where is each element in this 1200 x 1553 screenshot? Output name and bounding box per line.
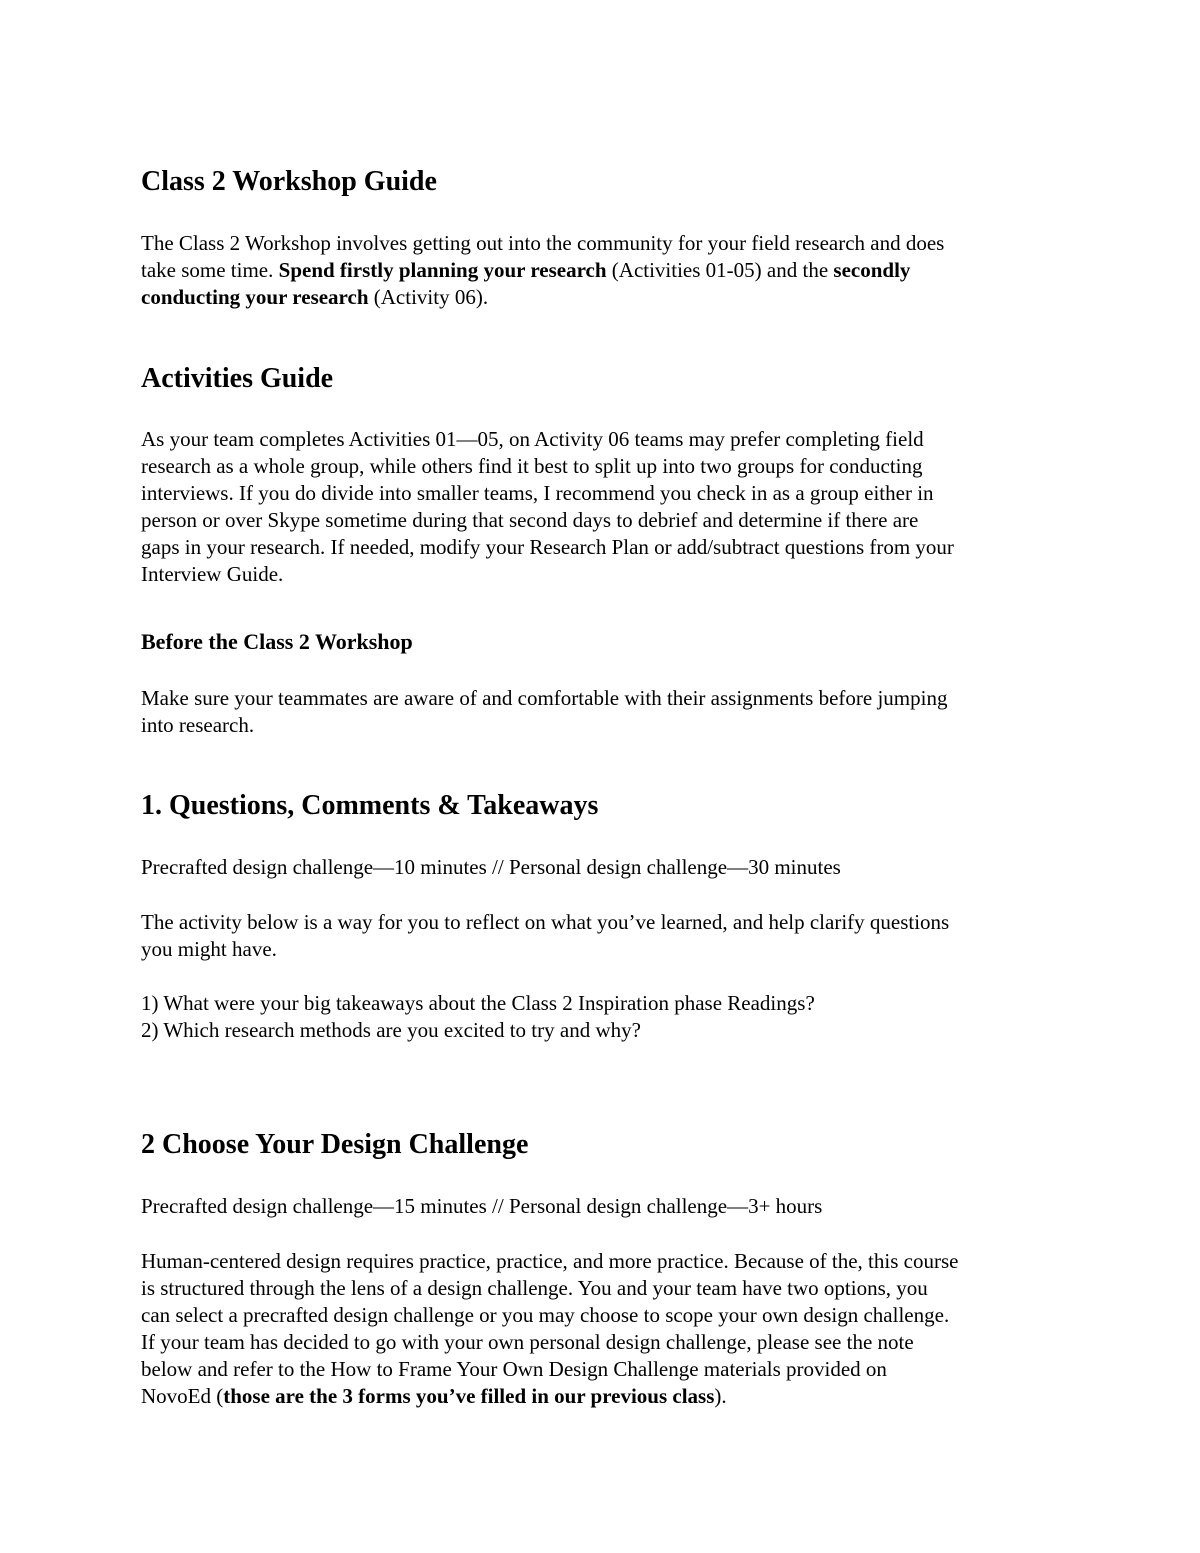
intro-text: (Activity 06). (368, 285, 489, 309)
paragraph-bold-text: those are the 3 forms you’ve filled in our previous class (223, 1384, 715, 1408)
paragraph-line: Make sure your teammates are aware of and comfortable with their assignments before jumping (141, 686, 948, 710)
intro-line-1: The Class 2 Workshop involves getting out into the community for your field research and does (141, 231, 945, 255)
activities-paragraph (141, 426, 1071, 588)
paragraph-text: ). (714, 1384, 727, 1408)
paragraph-line: The activity below is a way for you to reflect on what you’ve learned, and help clarify questions (141, 910, 950, 934)
question-item: 2) Which research methods are you excited to try and why? (141, 1018, 641, 1042)
paragraph-line: Interview Guide. (141, 562, 284, 586)
paragraph-line: If your team has decided to go with your own personal design challenge, please see the note (141, 1330, 914, 1354)
section-1-paragraph (141, 909, 1071, 963)
paragraph-line: Human-centered design requires practice, practice, and more practice. Because of the, this course (141, 1249, 959, 1273)
before-paragraph (141, 685, 1071, 739)
paragraph-line: research as a whole group, while others find it best to split up into two groups for conducting (141, 454, 923, 478)
paragraph-line: gaps in your research. If needed, modify your Research Plan or add/subtract questions from your (141, 535, 954, 559)
intro-text: (Activities 01-05) and the (606, 258, 834, 282)
section-2-paragraph (141, 1248, 1071, 1410)
section-1-timing: Precrafted design challenge—10 minutes // Personal design challenge—30 minutes (141, 855, 841, 879)
before-heading: Before the Class 2 Workshop (141, 629, 413, 654)
paragraph-text: NovoEd ( (141, 1384, 224, 1408)
page-title: Class 2 Workshop Guide (141, 166, 437, 197)
paragraph-line (141, 1383, 1071, 1410)
intro-paragraph (141, 230, 1071, 311)
section-1-questions (141, 990, 1071, 1044)
paragraph-line: is structured through the lens of a design challenge. You and your team have two options, you (141, 1276, 928, 1300)
question-item: 1) What were your big takeaways about the Class 2 Inspiration phase Readings? (141, 991, 815, 1015)
intro-line-2 (141, 257, 1071, 284)
intro-bold-text: Spend firstly planning your research (278, 258, 607, 282)
intro-text: take some time. (141, 258, 279, 282)
paragraph-line: As your team completes Activities 01—05, on Activity 06 teams may prefer completing field (141, 427, 924, 451)
section-2-timing: Precrafted design challenge—15 minutes // Personal design challenge—3+ hours (141, 1194, 823, 1218)
paragraph-line: person or over Skype sometime during that second days to debrief and determine if there are (141, 508, 919, 532)
intro-bold-text: conducting your research (141, 285, 369, 309)
section-2-heading: 2 Choose Your Design Challenge (141, 1129, 529, 1160)
section-1-heading: 1. Questions, Comments & Takeaways (141, 790, 599, 821)
intro-line-3 (141, 284, 1071, 311)
paragraph-line: can select a precrafted design challenge or you may choose to scope your own design challenge. (141, 1303, 950, 1327)
paragraph-line: below and refer to the How to Frame Your Own Design Challenge materials provided on (141, 1357, 887, 1381)
intro-bold-text: secondly (833, 258, 911, 282)
paragraph-line: interviews. If you do divide into smaller teams, I recommend you check in as a group either in (141, 481, 934, 505)
paragraph-line: you might have. (141, 937, 277, 961)
paragraph-line: into research. (141, 713, 255, 737)
activities-heading: Activities Guide (141, 363, 334, 394)
